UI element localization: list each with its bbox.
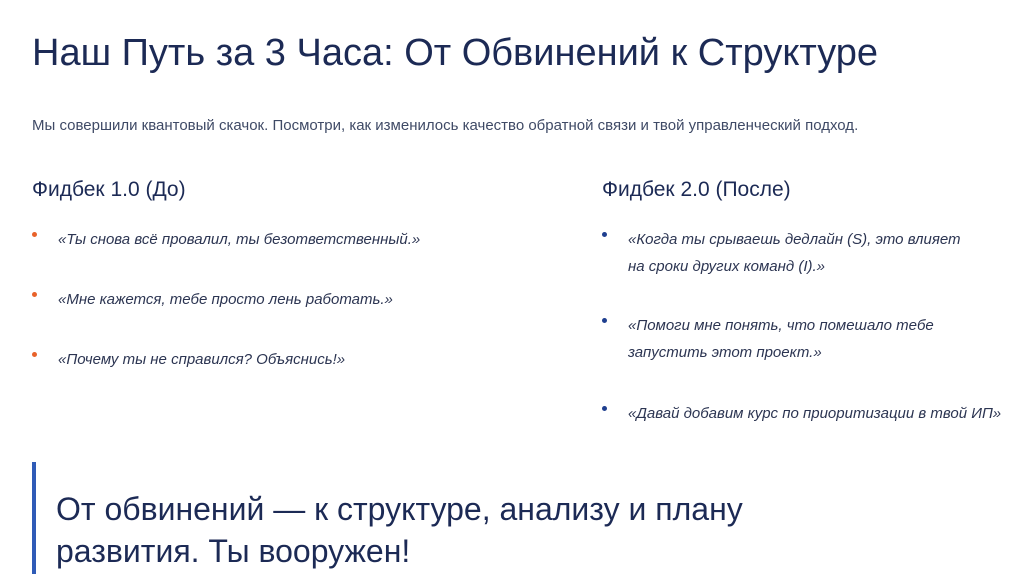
bullet-text: «Мне кажется, тебе просто лень работать.» bbox=[58, 291, 393, 308]
bullet-text bbox=[602, 226, 961, 280]
feedback-before-heading: Фидбек 1.0 (До) bbox=[32, 178, 186, 201]
bullet-text-line: на сроки других команд (I).» bbox=[628, 258, 826, 275]
slide-subtitle: Мы совершили квантовый скачок. Посмотри, как изменилось качество обратной связи и твой управленческий подход. bbox=[32, 117, 859, 134]
feedback-after-column bbox=[602, 176, 1024, 456]
bullet-dot-icon bbox=[602, 406, 607, 411]
list-item bbox=[602, 400, 1001, 427]
bullet-text-line: «Когда ты срываешь дедлайн (S), это влияет bbox=[628, 231, 961, 248]
bullet-text: «Ты снова всё провалил, ты безответственный.» bbox=[58, 231, 421, 248]
bullet-text bbox=[602, 312, 934, 366]
bullet-dot-icon bbox=[32, 292, 37, 297]
bullet-text-line: «Давай добавим курс по приоритизации в твой ИП» bbox=[628, 405, 1002, 422]
bullet-dot-icon bbox=[602, 232, 607, 237]
bullet-dot-icon bbox=[32, 352, 37, 357]
callout-accent-bar bbox=[32, 462, 36, 574]
conclusion-callout bbox=[32, 462, 932, 574]
callout-line: От обвинений — к структуре, анализу и плану bbox=[56, 491, 743, 527]
callout-line: развития. Ты вооружен! bbox=[56, 533, 411, 569]
slide-title: Наш Путь за 3 Часа: От Обвинений к Структуре bbox=[32, 32, 879, 74]
bullet-text-line: запустить этот проект.» bbox=[628, 344, 822, 361]
bullet-text: «Почему ты не справился? Объяснись!» bbox=[58, 351, 346, 368]
list-item bbox=[602, 226, 961, 280]
bullet-text-line: «Помоги мне понять, что помешало тебе bbox=[628, 317, 934, 334]
list-item bbox=[32, 346, 345, 373]
list-item bbox=[602, 312, 934, 366]
bullet-dot-icon bbox=[602, 318, 607, 323]
list-item bbox=[32, 286, 393, 313]
feedback-after-heading: Фидбек 2.0 (После) bbox=[602, 178, 791, 201]
feedback-before-column bbox=[32, 176, 552, 368]
bullet-dot-icon bbox=[32, 232, 37, 237]
callout-text bbox=[56, 488, 743, 572]
bullet-text bbox=[602, 400, 1001, 427]
list-item bbox=[32, 226, 420, 253]
